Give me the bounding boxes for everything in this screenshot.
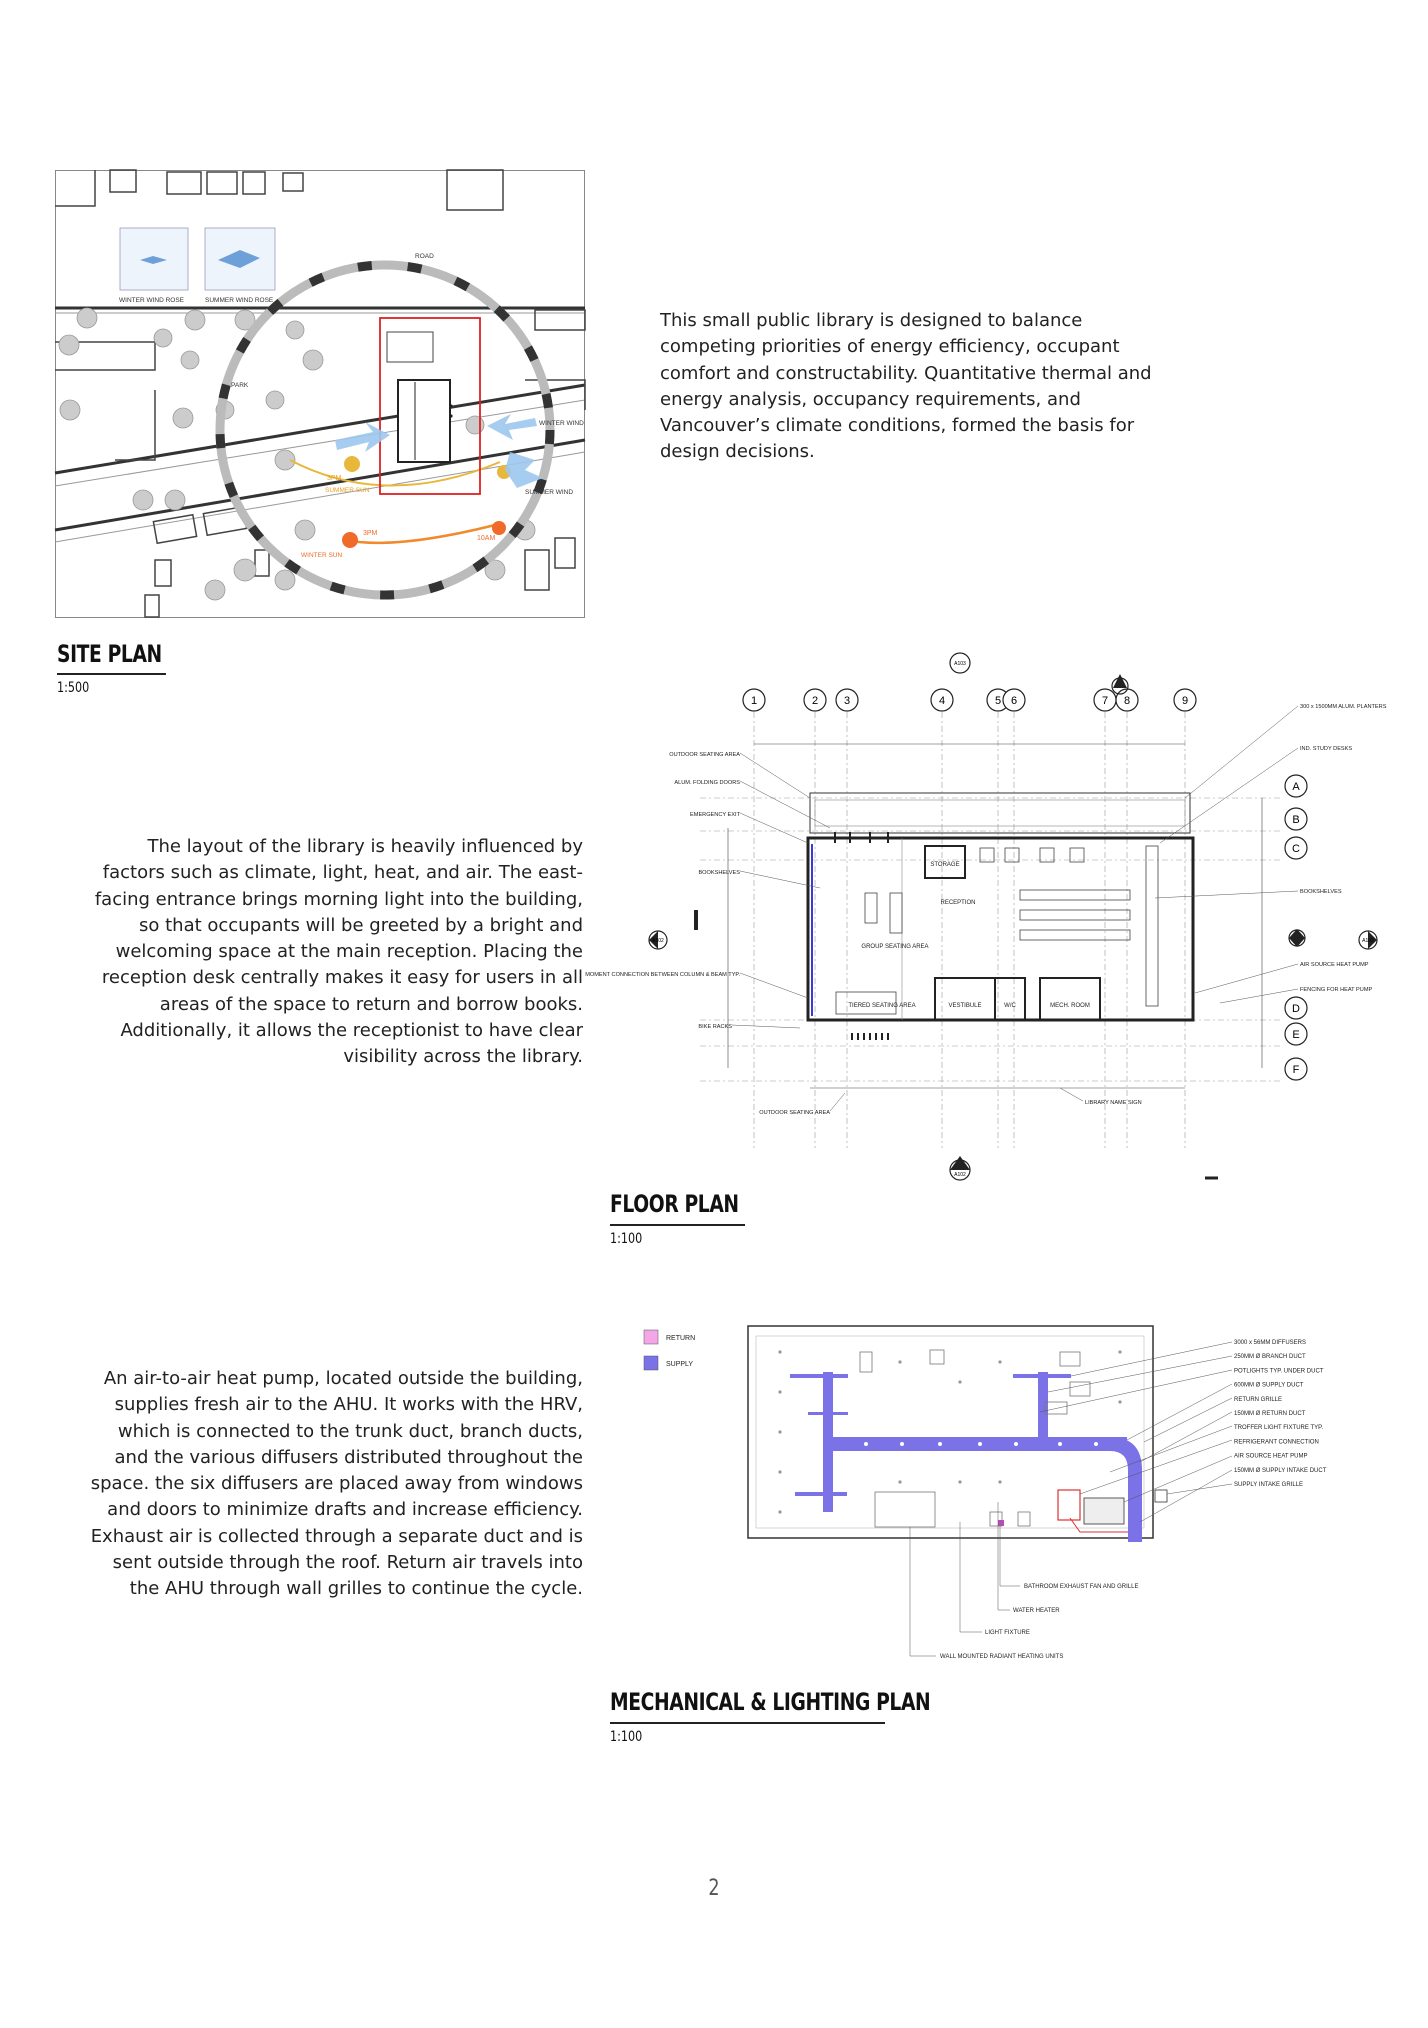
legend-return-swatch — [644, 1330, 658, 1344]
mechanical-plan-drawing — [640, 1322, 1380, 1682]
room-reception: RECEPTION — [940, 900, 976, 906]
summer-3pm-label: 3PM — [327, 475, 342, 482]
grid-number-1: 1 — [750, 695, 758, 707]
10am-label: 10AM — [477, 535, 496, 542]
grid-letter-D: D — [1292, 1003, 1300, 1015]
grid-number-8: 8 — [1123, 695, 1131, 707]
intro-paragraph: This small public library is designed to balance competing priorities of energy efficiency, occupant comfort and constructability. Quantitative thermal and energy analysis, occupancy requirements, and Vancouver’s climate conditions, formed the basis for design decisions. — [660, 310, 1152, 463]
winter-wind-rose-label: WINTER WIND ROSE — [119, 297, 184, 304]
site-plan-drawing — [55, 170, 585, 618]
park-label: PARK — [231, 382, 249, 389]
floor-plan-scale: 1:100 — [610, 1231, 643, 1247]
winter-3pm-label: 3PM — [363, 530, 378, 537]
summer-wind-label: SUMMER WIND — [525, 489, 574, 496]
grid-number-7: 7 — [1101, 695, 1109, 707]
floor-plan-figure — [585, 648, 1390, 1188]
callout-outdoor-seating-top: OUTDOOR SEATING AREA — [669, 752, 740, 758]
summer-wind-rose-label: SUMMER WIND ROSE — [205, 297, 274, 304]
page-number: 2 — [708, 1876, 720, 1901]
section-tag-left: A102 — [652, 938, 664, 944]
grid-number-3: 3 — [843, 695, 851, 707]
mech-callout-11: SUPPLY INTAKE GRILLE — [1234, 1482, 1304, 1488]
callout-water-heater: WATER HEATER — [1013, 1608, 1060, 1614]
floor-plan-title-rule — [610, 1224, 745, 1226]
mechanical-plan-title: MECHANICAL & LIGHTING PLAN — [610, 1688, 931, 1716]
callout-name-sign: LIBRARY NAME SIGN — [1085, 1100, 1142, 1106]
callout-bike-racks: BIKE RACKS — [698, 1024, 732, 1030]
grid-letter-B: B — [1292, 814, 1300, 826]
callout-light-fixture: LIGHT FIXTURE — [985, 1630, 1030, 1636]
callout-outdoor-seating-bottom: OUTDOOR SEATING AREA — [759, 1110, 830, 1116]
mech-callout-6: 150MM Ø RETURN DUCT — [1234, 1411, 1306, 1417]
mechanical-plan-figure — [640, 1322, 1380, 1682]
callout-bathroom-exhaust: BATHROOM EXHAUST FAN AND GRILLE — [1024, 1584, 1139, 1590]
grid-number-2: 2 — [811, 695, 819, 707]
section-tag-bottom: A102 — [954, 1172, 966, 1178]
callout-fencing: FENCING FOR HEAT PUMP — [1300, 987, 1373, 993]
grid-number-5: 5 — [994, 695, 1002, 707]
room-wc: W/C — [1004, 1003, 1016, 1009]
room-mech: MECH. ROOM — [1050, 1003, 1090, 1009]
mechanical-plan-scale: 1:100 — [610, 1729, 643, 1745]
callout-emergency-exit: EMERGENCY EXIT — [690, 812, 740, 818]
grid-number-bubbles — [743, 689, 1196, 711]
callout-bookshelves-right: BOOKSHELVES — [1300, 889, 1342, 895]
callout-planters: 300 x 1500MM ALUM. PLANTERS — [1300, 704, 1387, 710]
grid-letter-bubbles — [1285, 775, 1307, 1080]
grid-number-4: 4 — [938, 695, 946, 707]
winter-wind-label: WINTER WIND — [539, 420, 584, 427]
callout-radiant-heating: WALL MOUNTED RADIANT HEATING UNITS — [940, 1654, 1064, 1660]
mech-callout-4: 600MM Ø SUPPLY DUCT — [1234, 1382, 1304, 1389]
mech-callout-9: AIR SOURCE HEAT PUMP — [1234, 1453, 1308, 1460]
winter-sun-label: WINTER SUN — [301, 552, 343, 559]
room-vestibule: VESTIBULE — [948, 1003, 982, 1009]
grid-letter-C: C — [1292, 843, 1300, 855]
mech-callout-8: REFRIGERANT CONNECTION — [1234, 1439, 1319, 1446]
legend-supply-label: SUPPLY — [666, 1361, 694, 1368]
section-tag-right: A103 — [1362, 938, 1374, 944]
callout-study-desks: IND. STUDY DESKS — [1300, 746, 1353, 752]
legend-return-label: RETURN — [666, 1335, 696, 1342]
room-tiered-seating: TIERED SEATING AREA — [848, 1003, 916, 1009]
mechanical-paragraph: An air-to-air heat pump, located outside the building, supplies fresh air to the AHU. It works with the HRV, which is connected to the trunk duct, branch ducts, and the various diffusers distributed throughout the space. the six diffusers are placed away from windows and doors to minimize drafts and increase efficiency. Exhaust air is collected through a separate duct and is sent outside through the roof. Return air travels into the AHU through wall grilles to continue the cycle. — [90, 1368, 583, 1600]
layout-paragraph: The layout of the library is heavily influenced by factors such as climate, light, heat, and air. The east-facing entrance brings morning light into the building, so that occupants will be greeted by a bright and welcoming space at the main reception. Placing the reception desk centrally makes it easy for users in all areas of the space to return and borrow books. Additionally, it allows the receptionist to have clear visibility across the library. — [94, 836, 583, 1068]
grid-number-9: 9 — [1181, 695, 1189, 707]
site-plan-figure — [55, 170, 585, 618]
summer-sun-label: SUMMER SUN — [325, 487, 370, 494]
callout-heat-pump: AIR SOURCE HEAT PUMP — [1300, 962, 1369, 968]
callout-bookshelves-left: BOOKSHELVES — [698, 870, 740, 876]
mech-callout-5: RETURN GRILLE — [1234, 1396, 1283, 1403]
legend-supply-swatch — [644, 1356, 658, 1370]
callout-moment-connection: MOMENT CONNECTION BETWEEN COLUMN & BEAM TYP. — [585, 972, 740, 978]
site-plan-title-rule — [57, 673, 166, 675]
floor-plan-drawing — [585, 648, 1390, 1188]
grid-letter-F: F — [1292, 1064, 1300, 1076]
callout-folding-doors: ALUM. FOLDING DOORS — [674, 780, 740, 786]
grid-number-6: 6 — [1010, 695, 1018, 707]
grid-letter-A: A — [1292, 781, 1300, 793]
grid-letter-E: E — [1292, 1029, 1300, 1041]
mech-callout-3: POTLIGHTS TYP. UNDER DUCT — [1234, 1368, 1324, 1375]
mech-callout-10: 150MM Ø SUPPLY INTAKE DUCT — [1234, 1467, 1327, 1474]
floor-plan-title: FLOOR PLAN — [610, 1190, 739, 1218]
mechanical-plan-title-rule — [610, 1722, 885, 1724]
room-storage: STORAGE — [930, 862, 960, 868]
room-group-seating: GROUP SEATING AREA — [861, 944, 929, 950]
road-label: ROAD — [415, 253, 434, 260]
mech-callout-7: TROFFER LIGHT FIXTURE TYP. — [1234, 1425, 1324, 1432]
mech-callout-2: 250MM Ø BRANCH DUCT — [1234, 1354, 1306, 1361]
site-plan-title: SITE PLAN — [57, 640, 162, 668]
mech-callout-1: 3000 x 56MM DIFFUSERS — [1234, 1340, 1307, 1346]
section-tag-top: A103 — [954, 661, 966, 667]
site-plan-scale: 1:500 — [57, 680, 90, 696]
